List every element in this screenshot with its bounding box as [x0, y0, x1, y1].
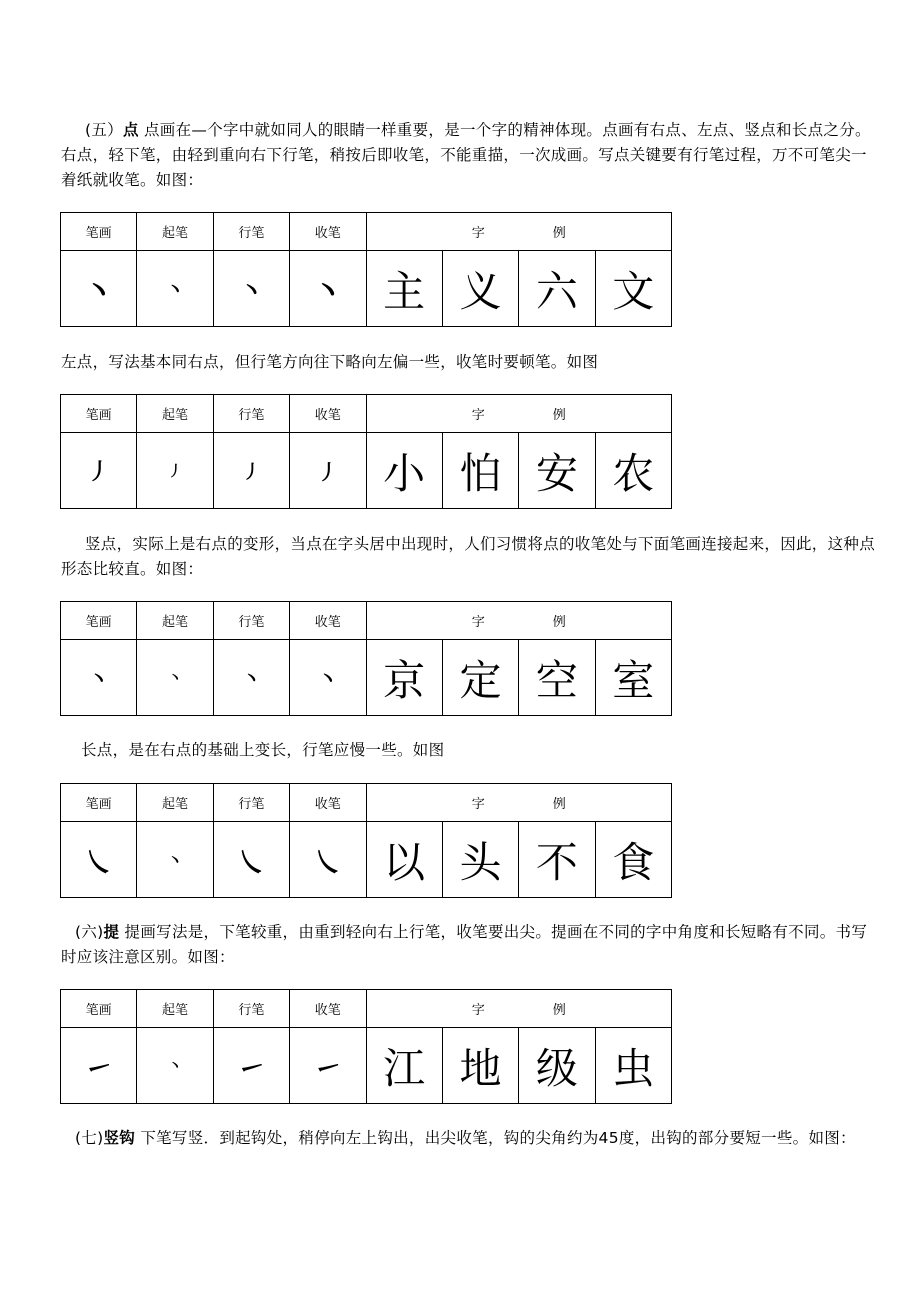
stroke-table-rise — [60, 989, 672, 1104]
stroke-glyph: 丶 — [137, 640, 213, 716]
stroke-glyph: 丶 — [137, 1028, 213, 1104]
header-move: 行笔 — [213, 395, 289, 433]
stroke-glyph: 丿 — [290, 433, 366, 509]
stroke-table-left-dot — [60, 394, 672, 509]
header-examples: 字 例 — [366, 602, 672, 640]
stroke-glyph: 丿 — [61, 433, 137, 509]
header-start: 起笔 — [137, 784, 213, 822]
paragraph-vertical-dot — [61, 532, 881, 582]
example-char: 级 — [519, 1028, 595, 1104]
stroke-glyph: ㇏ — [213, 822, 289, 898]
header-examples: 字 例 — [366, 213, 672, 251]
header-start: 起笔 — [137, 602, 213, 640]
example-char: 农 — [595, 433, 671, 509]
header-start: 起笔 — [137, 990, 213, 1028]
example-char: 食 — [595, 822, 671, 898]
example-char: 小 — [366, 433, 442, 509]
header-move: 行笔 — [213, 602, 289, 640]
example-char: 室 — [595, 640, 671, 716]
example-char: 虫 — [595, 1028, 671, 1104]
stroke-glyph: ㇏ — [290, 822, 366, 898]
example-char: 六 — [519, 251, 595, 327]
stroke-table-long-dot — [60, 783, 672, 898]
section-title: 提 — [103, 923, 120, 941]
header-move: 行笔 — [213, 213, 289, 251]
stroke-glyph: 丶 — [213, 251, 289, 327]
header-examples: 字 例 — [366, 395, 672, 433]
example-char: 以 — [366, 822, 442, 898]
header-move: 行笔 — [213, 784, 289, 822]
example-char: 头 — [442, 822, 518, 898]
stroke-glyph: 丶 — [61, 640, 137, 716]
header-examples: 字 例 — [366, 784, 672, 822]
stroke-glyph: ㇀ — [61, 1028, 137, 1104]
paragraph-vertical-hook — [61, 1126, 881, 1151]
stroke-glyph: 丶 — [137, 822, 213, 898]
stroke-glyph: 丶 — [290, 640, 366, 716]
header-stroke: 笔画 — [61, 990, 137, 1028]
example-char: 怕 — [442, 433, 518, 509]
header-end: 收笔 — [290, 784, 366, 822]
section-text: 下笔写竖．到起钩处，稍停向左上钩出，出尖收笔，钩的尖角约为45度，出钩的部分要短一些。如图： — [135, 1129, 856, 1147]
example-char: 京 — [366, 640, 442, 716]
header-examples: 字 例 — [366, 990, 672, 1028]
header-move: 行笔 — [213, 990, 289, 1028]
stroke-glyph: ㇀ — [290, 1028, 366, 1104]
section-text: 提画写法是，下笔较重，由重到轻向右上行笔，收笔要出尖。提画在不同的字中角度和长短略有不同。书写时应该注意区别。如图： — [61, 923, 868, 966]
section-prefix: (六) — [75, 923, 104, 941]
example-char: 安 — [519, 433, 595, 509]
stroke-glyph: 丿 — [213, 433, 289, 509]
header-end: 收笔 — [290, 602, 366, 640]
section-title: 点 — [122, 121, 139, 139]
stroke-glyph: 丶 — [213, 640, 289, 716]
header-end: 收笔 — [290, 990, 366, 1028]
paragraph-left-dot — [61, 350, 881, 375]
header-start: 起笔 — [137, 395, 213, 433]
header-stroke: 笔画 — [61, 395, 137, 433]
section-text: 长点，是在右点的基础上变长，行笔应慢一些。如图 — [81, 741, 445, 759]
stroke-glyph: 丶 — [61, 251, 137, 327]
section-prefix: (七) — [75, 1129, 104, 1147]
header-stroke: 笔画 — [61, 213, 137, 251]
example-char: 地 — [442, 1028, 518, 1104]
stroke-glyph: 丶 — [290, 251, 366, 327]
header-end: 收笔 — [290, 213, 366, 251]
example-char: 文 — [595, 251, 671, 327]
example-char: 定 — [442, 640, 518, 716]
header-stroke: 笔画 — [61, 784, 137, 822]
section-text: 左点，写法基本同右点，但行笔方向往下略向左偏一些，收笔时要顿笔。如图 — [61, 353, 599, 371]
paragraph-rise — [61, 920, 881, 970]
header-end: 收笔 — [290, 395, 366, 433]
example-char: 主 — [366, 251, 442, 327]
stroke-glyph: 丿 — [137, 433, 213, 509]
stroke-glyph: ㇏ — [61, 822, 137, 898]
header-stroke: 笔画 — [61, 602, 137, 640]
section-text: 点画在—个字中就如同人的眼睛一样重要，是一个字的精神体现。点画有右点、左点、竖点和长点之分。右点，轻下笔，由轻到重向右下行笔，稍按后即收笔，不能重描，一次成画。写点关键要有行笔过程，万不可笔尖一着纸就收笔。如图： — [61, 121, 871, 189]
section-prefix: (五） — [85, 121, 123, 139]
example-char: 江 — [366, 1028, 442, 1104]
section-title: 竖钩 — [103, 1129, 136, 1147]
paragraph-dot — [61, 118, 881, 193]
header-start: 起笔 — [137, 213, 213, 251]
section-text: 竖点，实际上是右点的变形，当点在字头居中出现时，人们习惯将点的收笔处与下面笔画连接起来，因此，这种点形态比较直。如图： — [61, 535, 876, 578]
stroke-glyph: 丶 — [137, 251, 213, 327]
stroke-table-right-dot — [60, 212, 672, 327]
example-char: 义 — [442, 251, 518, 327]
example-char: 不 — [519, 822, 595, 898]
example-char: 空 — [519, 640, 595, 716]
paragraph-long-dot — [61, 738, 881, 763]
stroke-table-vertical-dot — [60, 601, 672, 716]
stroke-glyph: ㇀ — [213, 1028, 289, 1104]
